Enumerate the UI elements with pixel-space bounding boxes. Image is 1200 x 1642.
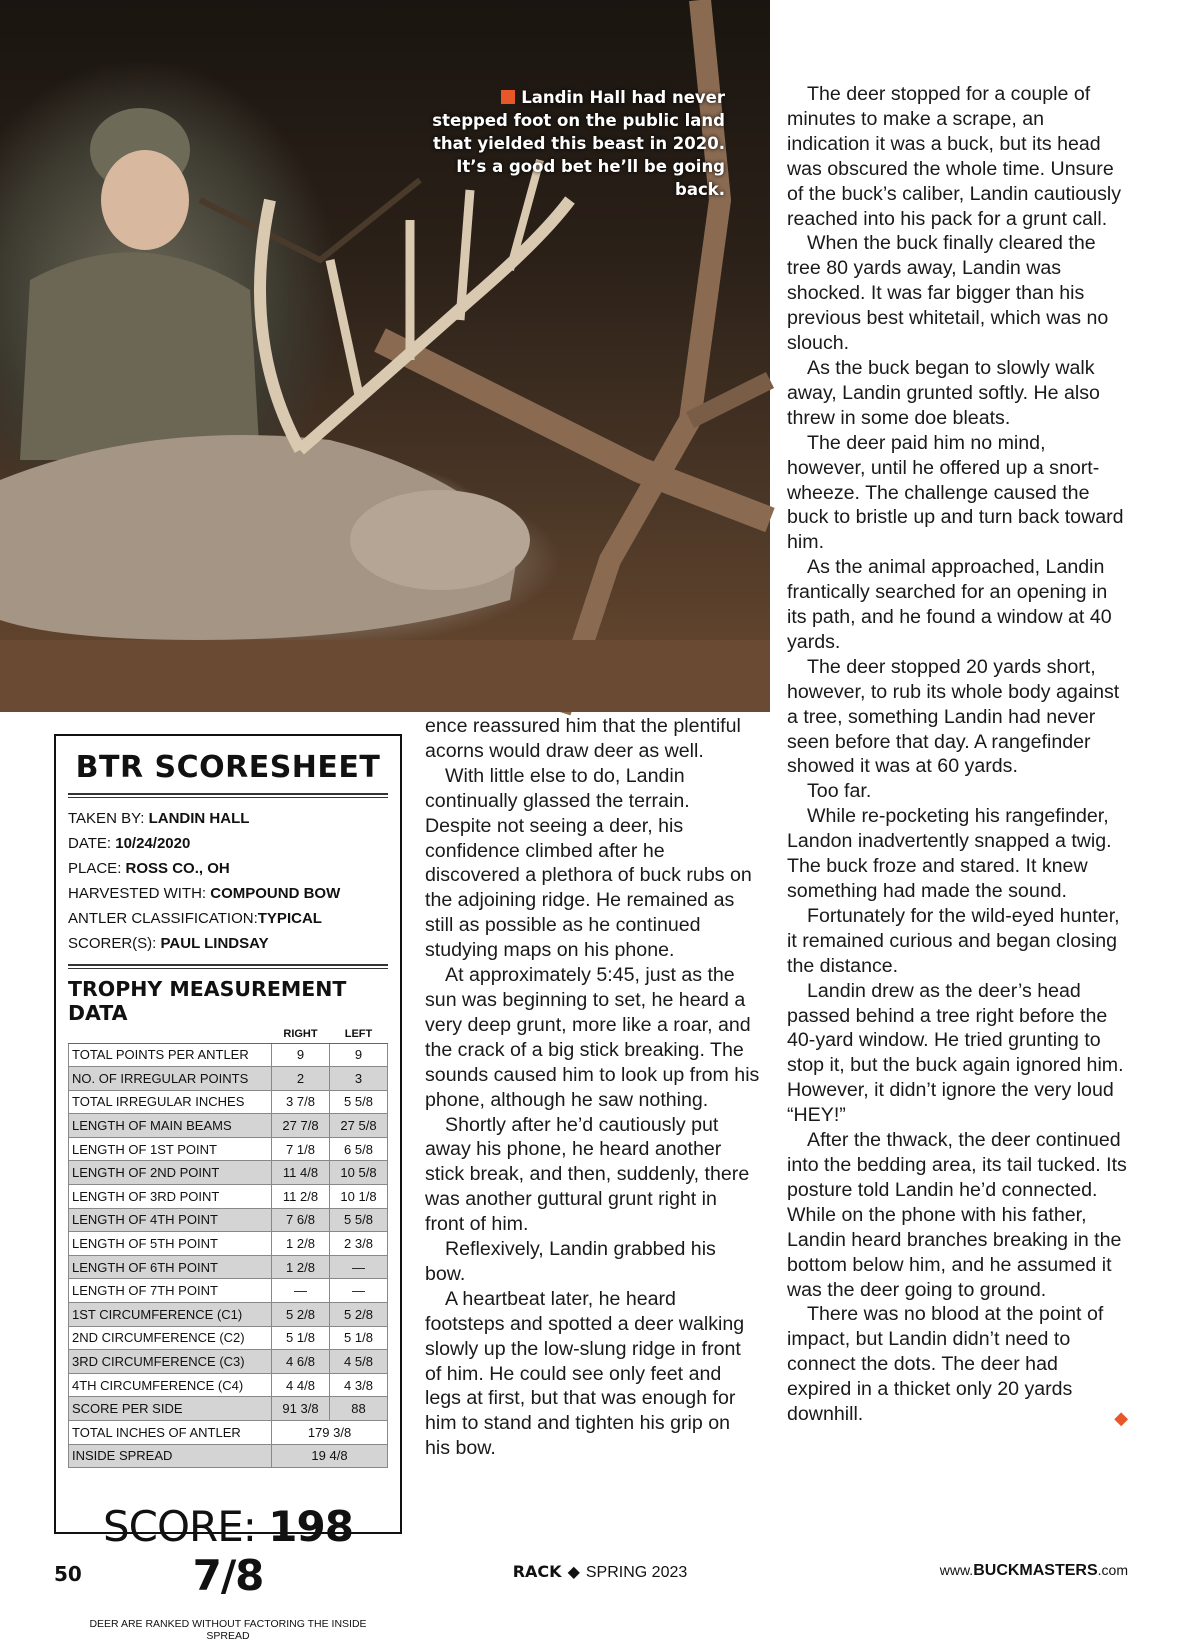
table-row [69,1232,388,1256]
cell-right: 11 2/8 [272,1185,330,1209]
cell-left: 9 [330,1043,388,1067]
cell-label: LENGTH OF 1ST POINT [69,1137,272,1161]
article-column-middle [425,714,760,1461]
cell-left: — [330,1279,388,1303]
cell-label: TOTAL POINTS PER ANTLER [69,1043,272,1067]
cell-left: — [330,1255,388,1279]
cell-label: 3RD CIRCUMFERENCE (C3) [69,1350,272,1374]
table-row [69,1067,388,1091]
table-row [69,1090,388,1114]
page-number: 50 [54,1562,82,1586]
website-link[interactable]: www.BUCKMASTERS.com [939,1562,1128,1579]
paragraph: The deer stopped for a couple of minutes to make a scrape, an indication it was a buck, but its head was obscured the whole time. Unsure of the buck’s caliber, Landin cautiously reached into his pack for a grunt call. [787,83,1122,230]
paragraph: Reflexively, Landin grabbed his bow. [425,1238,716,1285]
paragraph: The deer paid him no mind, however, until he offered up a snort-wheeze. The challenge caused the buck to bristle up and turn back toward him. [787,431,1124,554]
cell-label: LENGTH OF 5TH POINT [69,1232,272,1256]
photo-caption: Landin Hall had never stepped foot on the public land that yielded this beast in 2020. It’s a good bet he’ll be going back. [432,88,725,199]
cell-label: LENGTH OF 3RD POINT [69,1185,272,1209]
cell-left: 6 5/8 [330,1137,388,1161]
table-row [69,1114,388,1138]
magazine-issue: RACK ◆ SPRING 2023 [512,1562,688,1581]
cell-right: 1 2/8 [272,1255,330,1279]
feature-photo [0,0,770,712]
cell-label: NO. OF IRREGULAR POINTS [69,1067,272,1091]
cell-label: LENGTH OF 6TH POINT [69,1255,272,1279]
measurement-table [68,1025,388,1468]
scoresheet-footnote: DEER ARE RANKED WITHOUT FACTORING THE INSIDE SPREAD [89,1618,367,1642]
cell-right: — [272,1279,330,1303]
scoresheet-title: BTR SCORESHEET [75,750,381,785]
paragraph: There was no blood at the point of impact, but Landin didn’t need to connect the dots. The deer had expired in a thicket only 20 yards downhill. [787,1303,1104,1426]
paragraph: ence reassured him that the plentiful acorns would draw deer as well. [425,715,741,762]
paragraph: While re-pocketing his rangefinder, Landon inadvertently snapped a twig. The buck froze and stared. It knew something had made the sound. [787,805,1112,902]
table-row [69,1373,388,1397]
cell-right: 3 7/8 [272,1090,330,1114]
paragraph: With little else to do, Landin continually glassed the terrain. Despite not seeing a deer, his confidence climbed after he discovered a plethora of buck rubs on the adjoining ridge. He remained as still as possible as he continued studying maps on his phone. [425,764,752,962]
table-row [69,1137,388,1161]
table-row [69,1350,388,1374]
table-row [69,1326,388,1350]
col-left-header: LEFT [330,1025,388,1043]
paragraph: At approximately 5:45, just as the sun was beginning to set, he heard a very deep grunt, more like a roar, and the crack of a big stick breaking. The sounds caused him to look up from his phone, although he saw nothing. [425,964,760,1111]
final-score: SCORE: 198 7/8 [103,1502,353,1601]
info-harvested-with: HARVESTED WITH: COMPOUND BOW [68,885,341,902]
cell-right: 5 1/8 [272,1326,330,1350]
table-row-inside-spread: INSIDE SPREAD 19 4/8 [69,1444,388,1468]
cell-label: LENGTH OF MAIN BEAMS [69,1114,272,1138]
table-row [69,1255,388,1279]
cell-label: SCORE PER SIDE [69,1397,272,1421]
paragraph: After the thwack, the deer continued into the bedding area, its tail tucked. Its posture told Landin he’d connected. While on the phone with his father, Landin heard branches breaking in the bottom below him, and he assumed it was the deer going to ground. [787,1129,1127,1301]
info-classification: ANTLER CLASSIFICATION:TYPICAL [68,910,322,927]
cell-right: 27 7/8 [272,1114,330,1138]
cell-right: 91 3/8 [272,1397,330,1421]
cell-right: 9 [272,1043,330,1067]
cell-right: 4 6/8 [272,1350,330,1374]
info-taken-by: TAKEN BY: LANDIN HALL [68,810,250,827]
cell-right: 4 4/8 [272,1373,330,1397]
paragraph: Too far. [807,780,872,803]
cell-label: TOTAL IRREGULAR INCHES [69,1090,272,1114]
cell-left: 10 5/8 [330,1161,388,1185]
cell-left: 5 5/8 [330,1208,388,1232]
cell-left: 5 2/8 [330,1303,388,1327]
cell-left: 3 [330,1067,388,1091]
cell-right: 2 [272,1067,330,1091]
cell-right: 11 4/8 [272,1161,330,1185]
table-row-total-inches: TOTAL INCHES OF ANTLER 179 3/8 [69,1421,388,1445]
cell-label: LENGTH OF 2ND POINT [69,1161,272,1185]
table-row [69,1208,388,1232]
table-row [69,1161,388,1185]
cell-left: 4 3/8 [330,1373,388,1397]
info-scorers: SCORER(S): PAUL LINDSAY [68,935,269,952]
info-date: DATE: 10/24/2020 [68,835,191,852]
cell-label: LENGTH OF 7TH POINT [69,1279,272,1303]
cell-left: 10 1/8 [330,1185,388,1209]
measurement-title: TROPHY MEASUREMENT DATA [68,977,347,1025]
cell-label: LENGTH OF 4TH POINT [69,1208,272,1232]
divider [68,793,388,798]
cell-left: 2 3/8 [330,1232,388,1256]
info-place: PLACE: ROSS CO., OH [68,860,230,877]
paragraph: Fortunately for the wild-eyed hunter, it remained curious and began closing the distance. [787,904,1120,977]
cell-right: 7 6/8 [272,1208,330,1232]
cell-left: 5 5/8 [330,1090,388,1114]
cell-left: 88 [330,1397,388,1421]
cell-left: 4 5/8 [330,1350,388,1374]
paragraph: The deer stopped 20 yards short, however, to rub its whole body against a tree, something Landin had never seen before that day. A rangefinder showed it was at 60 yards. [787,655,1120,778]
col-right-header: RIGHT [272,1025,330,1043]
table-row [69,1303,388,1327]
paragraph: As the buck began to slowly walk away, Landin grunted softly. He also threw in some doe bleats. [787,356,1100,429]
table-row [69,1397,388,1421]
cell-label: 4TH CIRCUMFERENCE (C4) [69,1373,272,1397]
cell-label: 1ST CIRCUMFERENCE (C1) [69,1303,272,1327]
cell-label: 2ND CIRCUMFERENCE (C2) [69,1326,272,1350]
cell-right: 7 1/8 [272,1137,330,1161]
cell-left: 5 1/8 [330,1326,388,1350]
paragraph: Shortly after he’d cautiously put away his phone, he heard another stick break, and then, suddenly, there was another guttural grunt right in front of him. [425,1113,750,1236]
cell-right: 5 2/8 [272,1303,330,1327]
cell-right: 1 2/8 [272,1232,330,1256]
table-row [69,1279,388,1303]
paragraph: As the animal approached, Landin frantically searched for an opening in its path, and he found a window at 40 yards. [787,556,1112,653]
paragraph: Landin drew as the deer’s head passed behind a tree right before the 40-yard window. He tried grunting to stop it, but the buck again ignored him. However, it didn’t ignore the very loud “HEY!” [787,979,1124,1127]
table-row [69,1043,388,1067]
scoresheet-info [68,806,388,956]
table-row [69,1185,388,1209]
diamond-icon: ◆ [567,1564,580,1581]
divider [68,964,388,969]
orange-square-icon [501,90,515,104]
paragraph: When the buck finally cleared the tree 80 yards away, Landin was shocked. It was far bigger than his previous best whitetail, which was no slouch. [787,232,1109,355]
paragraph: A heartbeat later, he heard footsteps and spotted a deer walking slowly up the low-slung ridge in front of him. He could see only feet and legs at first, but that was enough for him to stand and tighten his grip on his bow. [425,1287,745,1460]
article-column-right [787,82,1127,1427]
cell-left: 27 5/8 [330,1114,388,1138]
